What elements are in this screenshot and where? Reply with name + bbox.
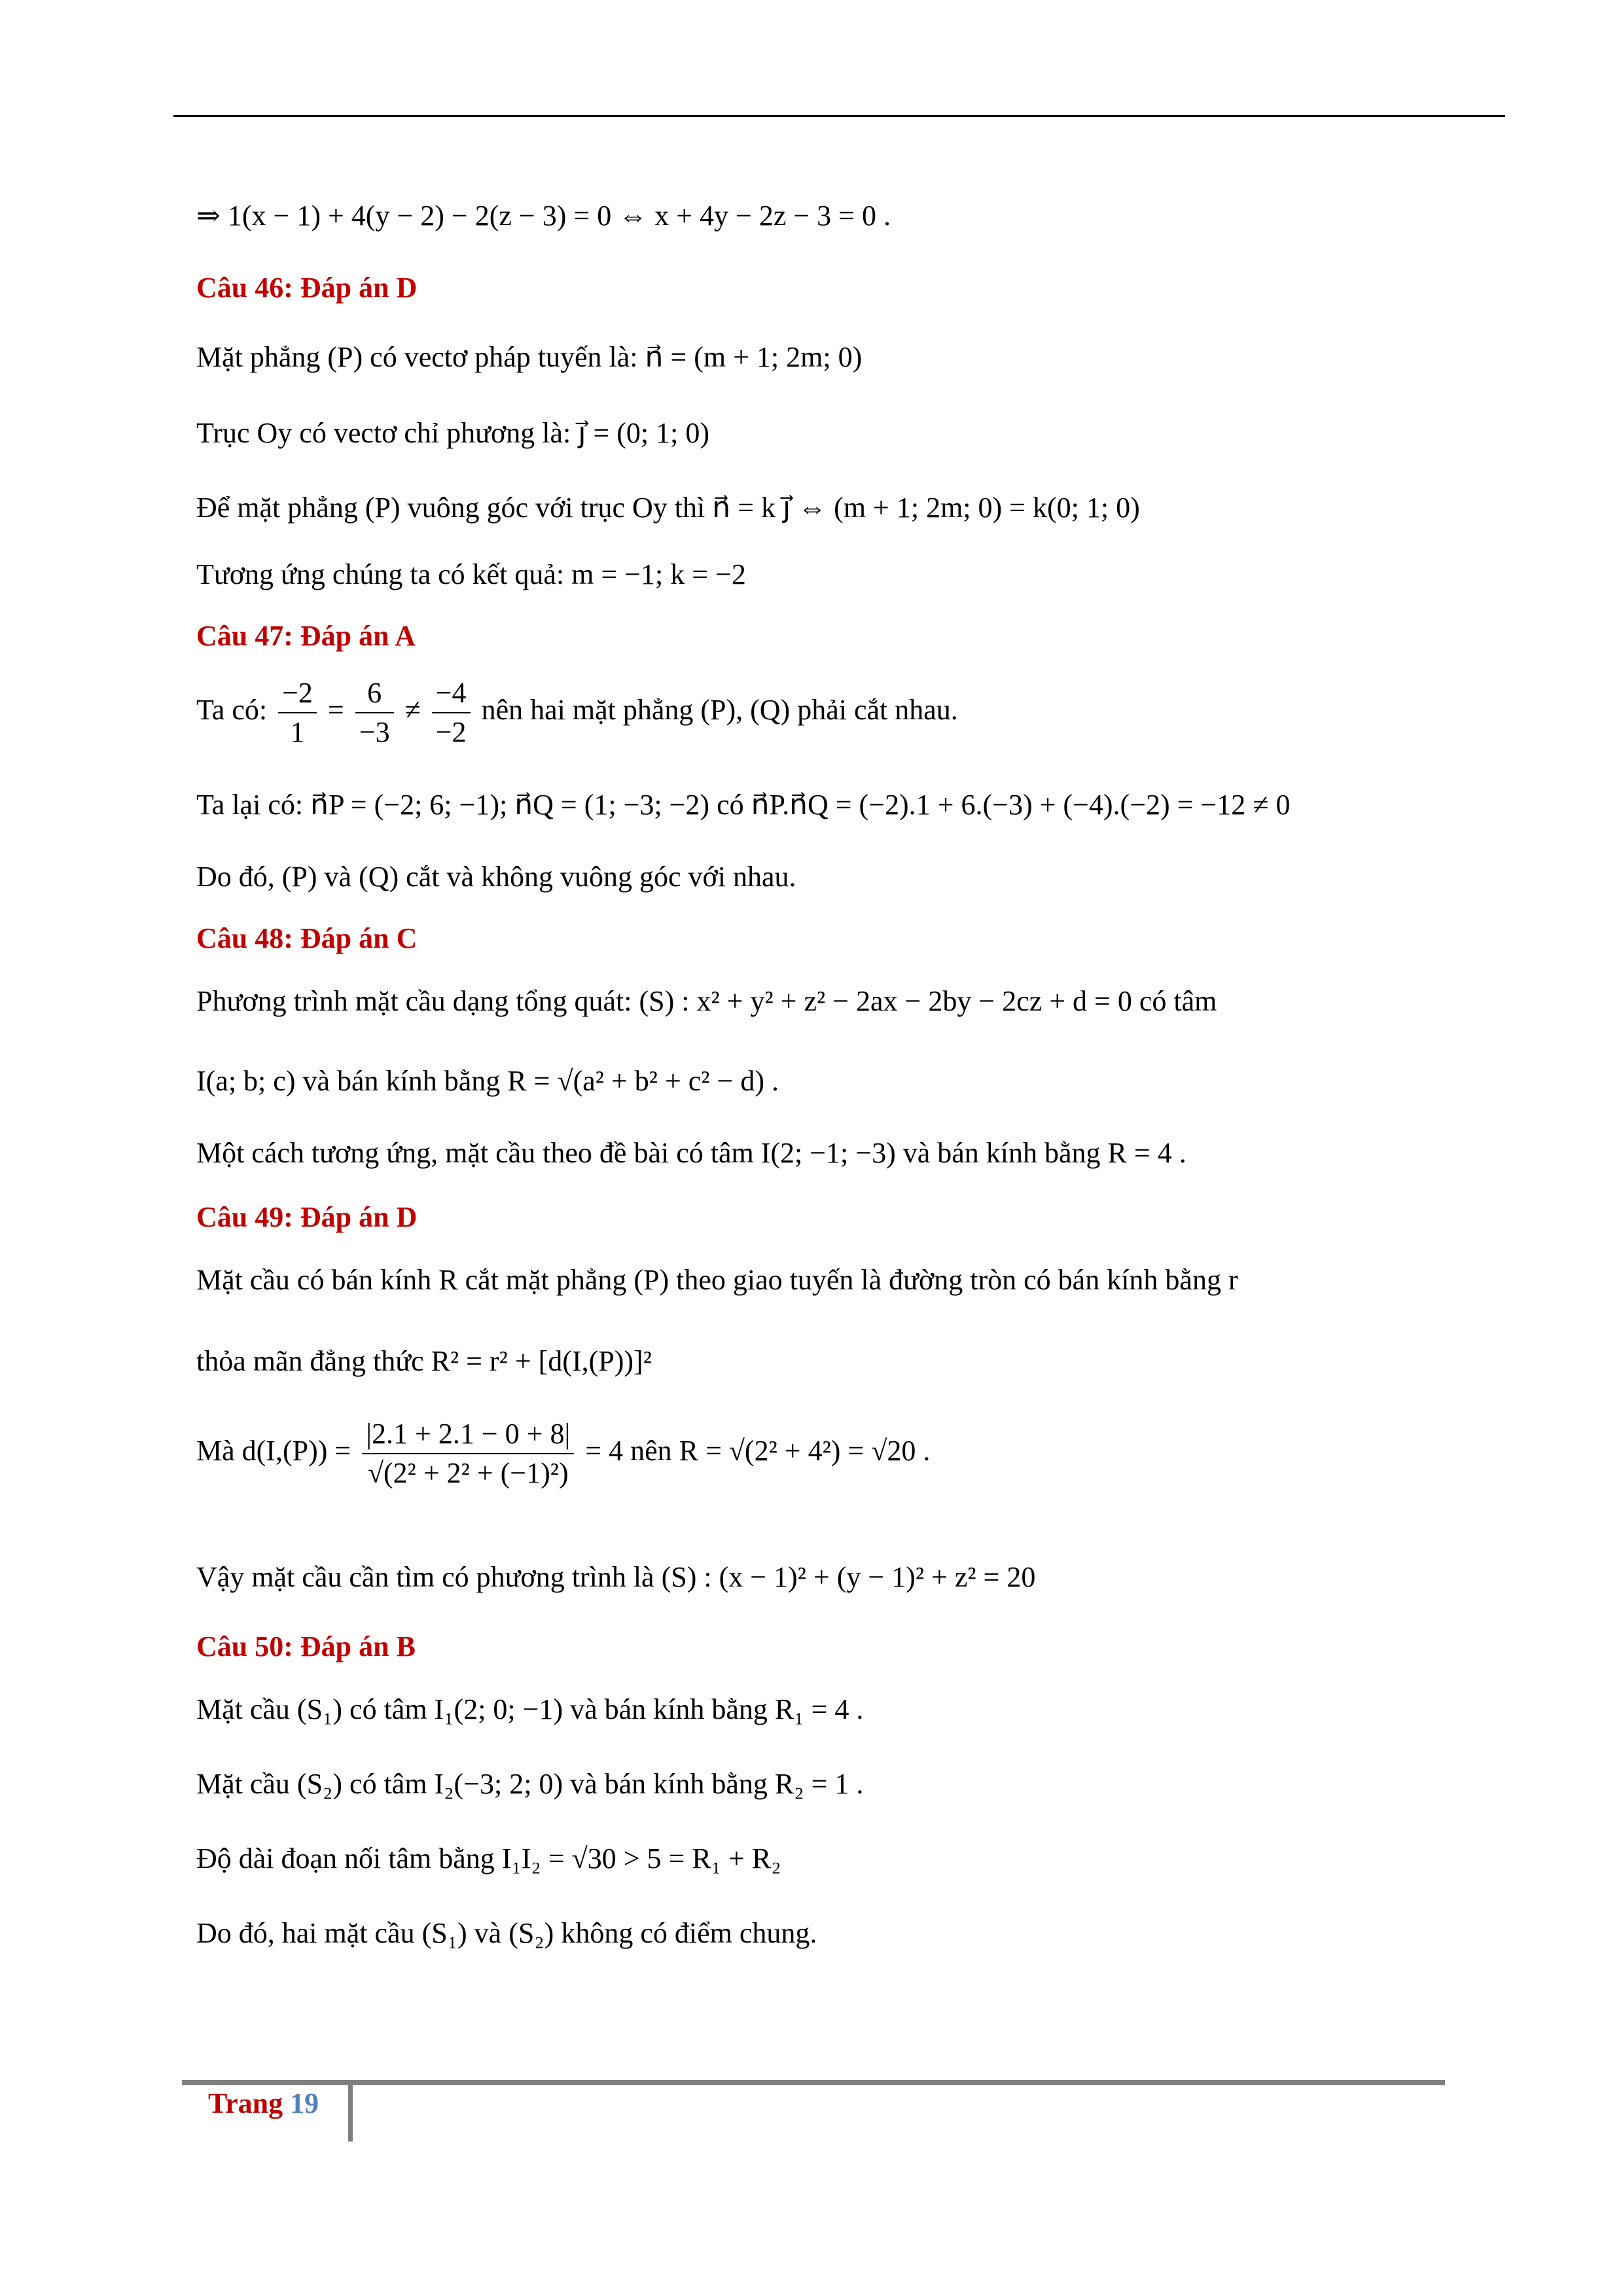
page-label: Trang	[208, 2087, 283, 2119]
page-footer	[208, 2087, 319, 2120]
fraction-numerator: 6	[355, 674, 394, 713]
text-line: Mặt cầu (S₂) có tâm I₂(−3; 2; 0) và bán kính bằng R₂ = 1 .	[196, 1768, 864, 1800]
fraction	[278, 674, 317, 751]
text-line: Trục Oy có vectơ chỉ phương là: j⃗ = (0; 1; 0)	[196, 417, 710, 449]
text-prefix: Ta có:	[196, 694, 268, 726]
fraction-numerator: |2.1 + 2.1 − 0 + 8|	[362, 1415, 574, 1454]
equation-line: ⇒ 1(x − 1) + 4(y − 2) − 2(z − 3) = 0 ⇔ x + 4y − 2z − 3 = 0 .	[196, 200, 891, 232]
fraction-line	[196, 1415, 930, 1492]
text-line: Vậy mặt cầu cần tìm có phương trình là (S) : (x − 1)² + (y − 1)² + z² = 20	[196, 1561, 1036, 1593]
fraction-numerator: −4	[432, 674, 471, 713]
text-line: thỏa mãn đẳng thức R² = r² + [d(I,(P))]²	[196, 1345, 652, 1377]
question-47-heading: Câu 47: Đáp án A	[196, 620, 416, 652]
text-line: Mặt cầu có bán kính R cắt mặt phẳng (P) theo giao tuyến là đường tròn có bán kính bằng r	[196, 1264, 1238, 1296]
page-number: 19	[290, 2087, 319, 2119]
text-line: Mặt phẳng (P) có vectơ pháp tuyến là: n⃗ = (m + 1; 2m; 0)	[196, 341, 863, 373]
fraction-denominator: √(2² + 2² + (−1)²)	[367, 1457, 569, 1489]
fraction	[355, 674, 394, 751]
text-line: Độ dài đoạn nối tâm bằng I₁I₂ = √30 > 5 = R₁ + R₂	[196, 1842, 781, 1874]
fraction	[362, 1415, 574, 1492]
fraction-denominator: 1	[290, 716, 305, 748]
fraction-numerator: −2	[278, 674, 317, 713]
text-line: Tương ứng chúng ta có kết quả: m = −1; k = −2	[196, 558, 746, 590]
header-rule	[173, 115, 1505, 117]
text-line: Để mặt phẳng (P) vuông góc với trục Oy thì n⃗ = k j⃗ ⇔ (m + 1; 2m; 0) = k(0; 1; 0)	[196, 492, 1140, 524]
question-50-heading: Câu 50: Đáp án B	[196, 1630, 416, 1662]
text-line: Phương trình mặt cầu dạng tổng quát: (S) : x² + y² + z² − 2ax − 2by − 2cz + d = 0 có tâm	[196, 985, 1217, 1017]
footer-rule	[182, 2080, 1445, 2085]
text-line: Mặt cầu (S₁) có tâm I₁(2; 0; −1) và bán kính bằng R₁ = 4 .	[196, 1693, 864, 1725]
fraction-denominator: −3	[359, 716, 390, 748]
question-49-heading: Câu 49: Đáp án D	[196, 1201, 418, 1233]
text-line: Ta lại có: n⃗P = (−2; 6; −1); n⃗Q = (1; −3; −2) có n⃗P.n⃗Q = (−2).1 + 6.(−3) + (−4).(−2) = −12 ≠ 0	[196, 789, 1291, 821]
question-46-heading: Câu 46: Đáp án D	[196, 272, 418, 304]
footer-divider	[348, 2080, 353, 2142]
fraction	[432, 674, 471, 751]
fraction-line: Ta có: $\frac{-2}{1}$ = $\frac{6}{-3}$ ≠ $\frac{-4}{-2}$ nên hai mặt phẳng (P), (Q) phải cắt nhau.	[196, 674, 958, 751]
question-48-heading: Câu 48: Đáp án C	[196, 922, 418, 954]
text-prefix: Mà d(I,(P)) =	[196, 1435, 351, 1467]
text-suffix: = 4 nên R = √(2² + 4²) = √20 .	[585, 1435, 931, 1467]
text-suffix: nên hai mặt phẳng (P), (Q) phải cắt nhau.	[481, 694, 958, 726]
fraction-denominator: −2	[435, 716, 467, 748]
text-line: Một cách tương ứng, mặt cầu theo đề bài có tâm I(2; −1; −3) và bán kính bằng R = 4 .	[196, 1137, 1186, 1169]
text-line: Do đó, hai mặt cầu (S₁) và (S₂) không có điểm chung.	[196, 1917, 817, 1949]
text-line: I(a; b; c) và bán kính bằng R = √(a² + b² + c² − d) .	[196, 1065, 779, 1097]
text-line: Do đó, (P) và (Q) cắt và không vuông góc với nhau.	[196, 861, 796, 893]
